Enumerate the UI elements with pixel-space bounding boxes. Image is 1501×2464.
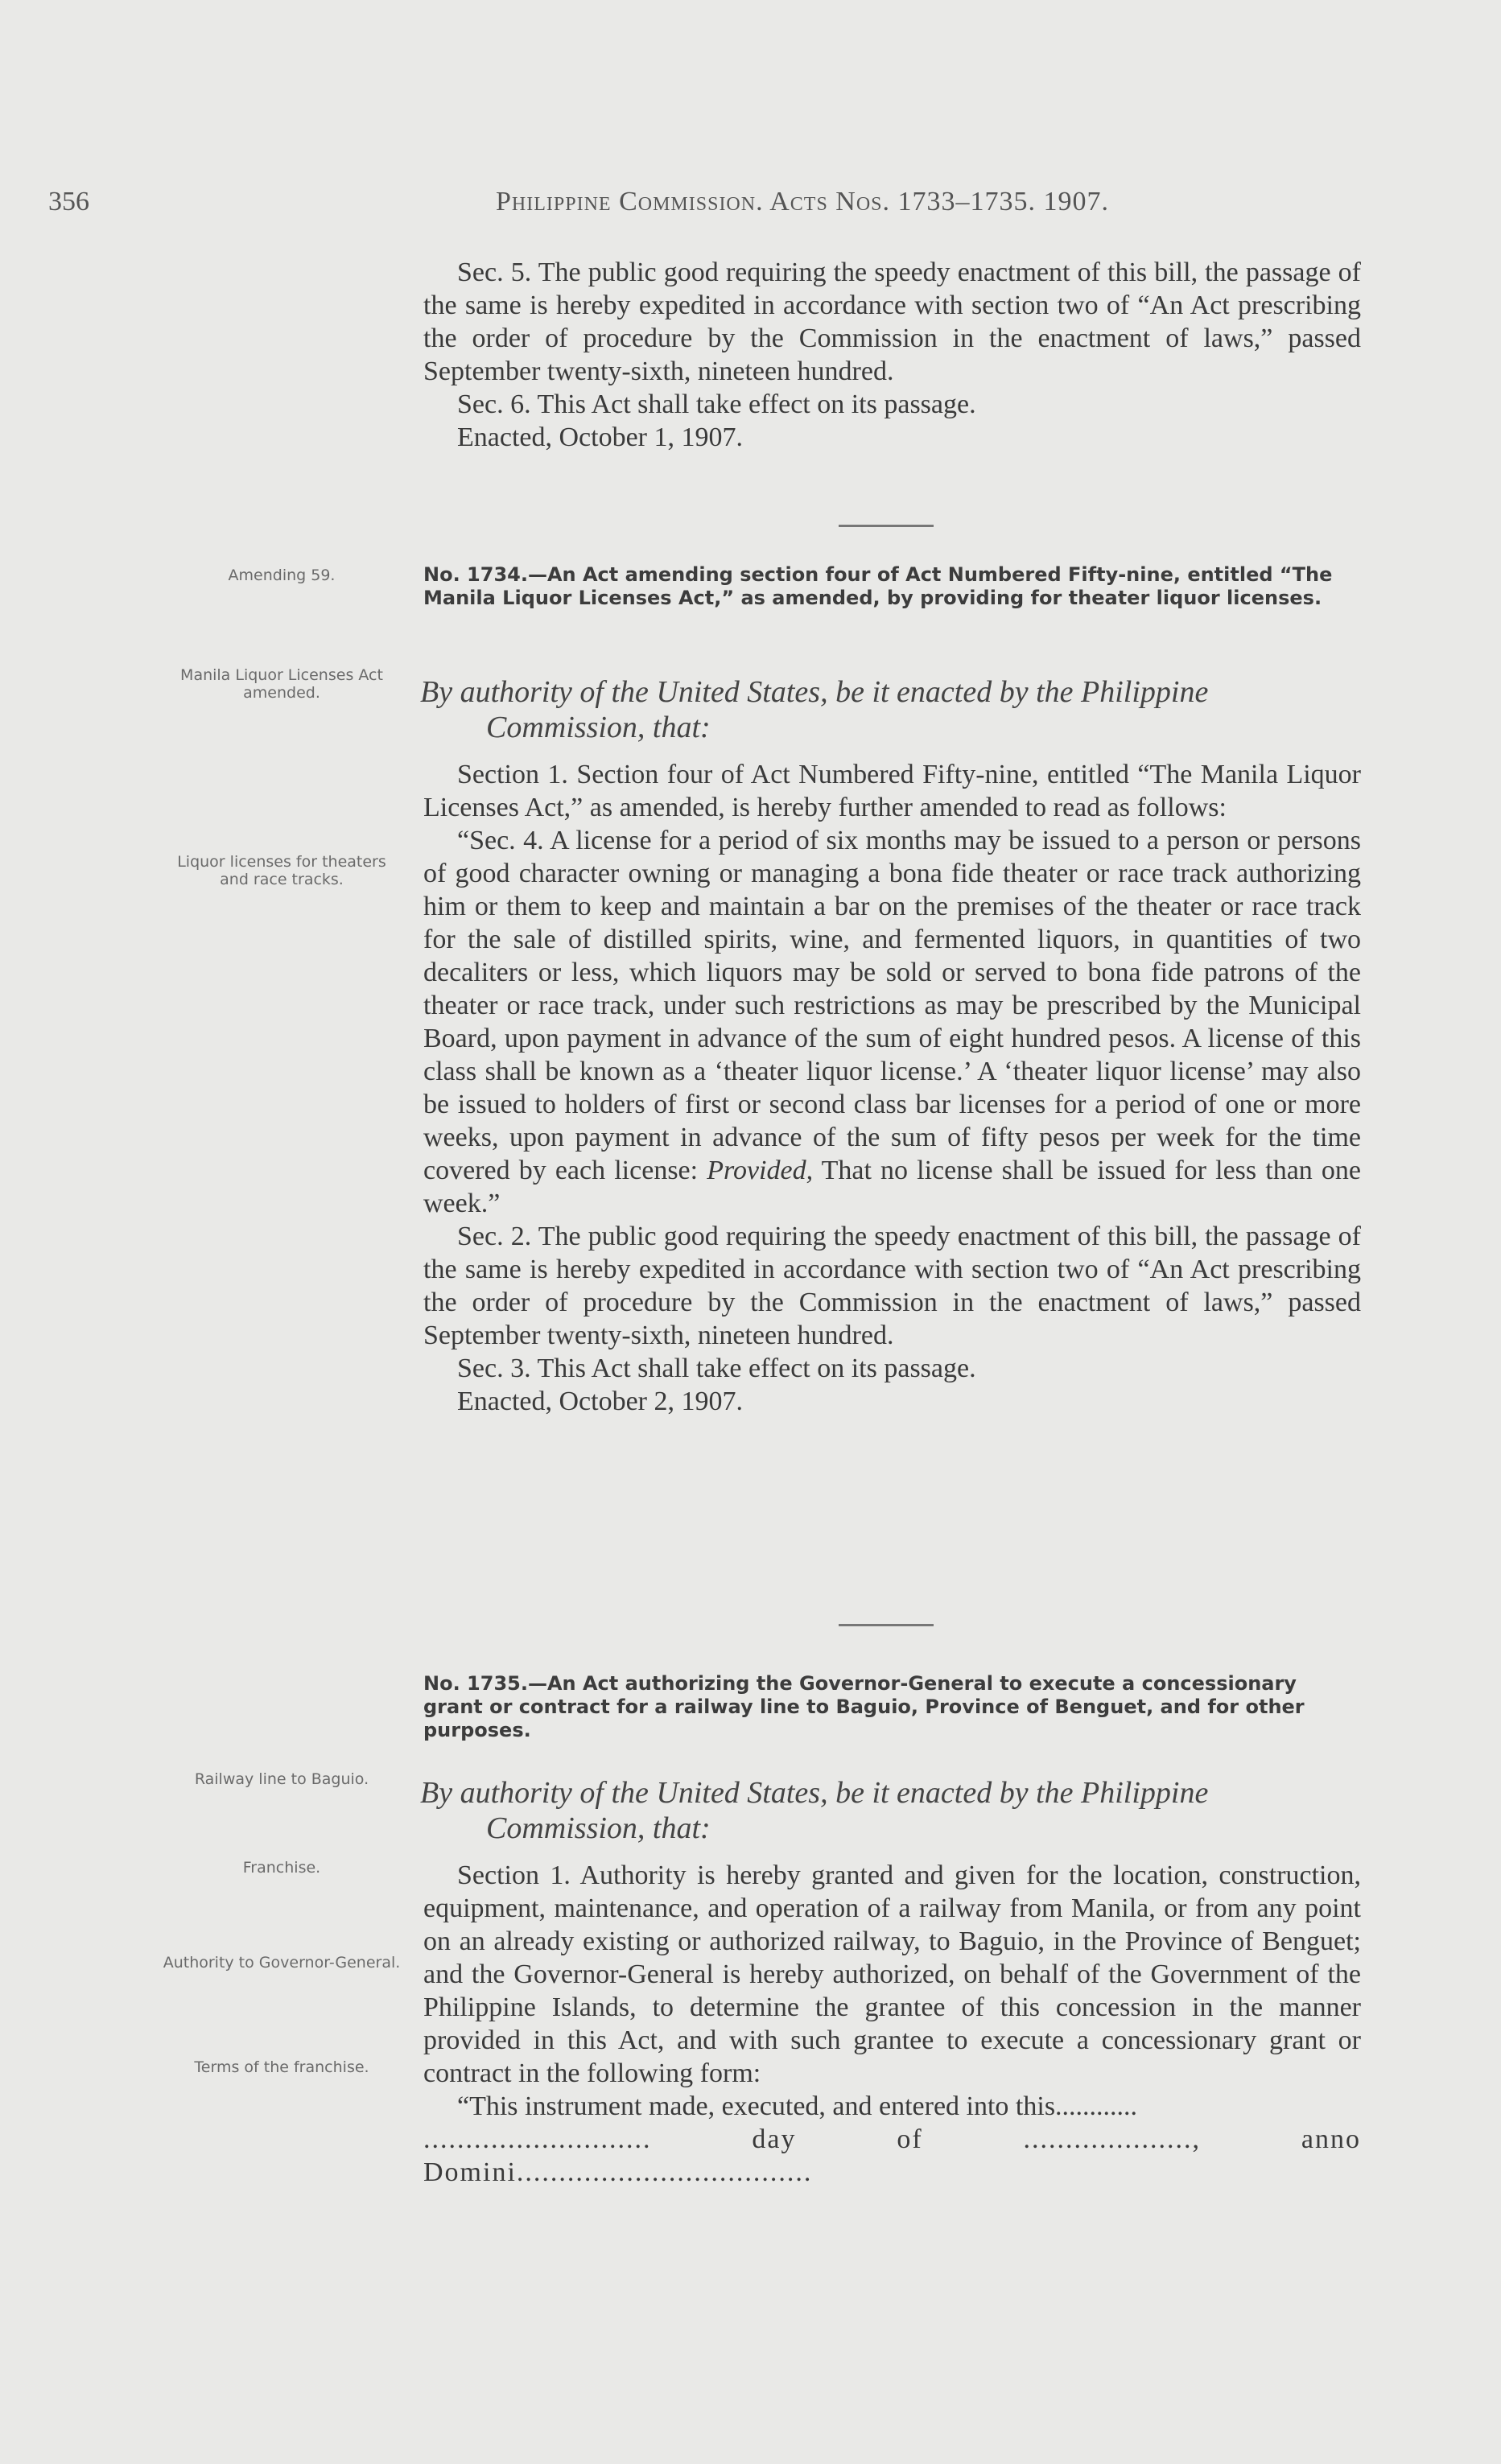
act-1735-section1: Section 1. Authority is hereby granted and given for the location, construction, equipment, maintenance, and operation of a railway from Manila, or from any point on an already existing or authorized railway, to Baguio, in the Province of Benguet; and the Governor-General is hereby authorized, on behalf of the Government of the Philippine Islands, to determine the grantee of this concession in the manner provided in this Act, and with such grantee to execute a concessionary grant or contract in the following form:	[423, 1860, 1361, 2088]
margin-note-franchise: Franchise.	[242, 1859, 321, 1877]
act-1733-sec5: Sec. 5. The public good requiring the speedy enactment of this bill, the passage of the same is hereby expedited in accordance with section two of “An Act prescribing the order of procedure by the Commission in the enactment of laws,” passed September twenty-sixth, nineteen hundred.	[423, 258, 1361, 386]
act-1734-title: —An Act amending section four of Act Numbered Fifty-nine, entitled “The Manila Liquor Licenses Act,” as amended, by providing for theater liquor licenses.	[423, 563, 1333, 609]
act-1733-enacted: Enacted, October 1, 1907.	[457, 422, 743, 452]
act-1734-number: No. 1734.	[423, 563, 528, 586]
act-1735-form-line-2: ........................... day of ...................., anno Domini...................................	[423, 2124, 1361, 2187]
act-1735-title: —An Act authorizing the Governor-General to execute a concessionary grant or contract for a railway line to Baguio, Province of Benguet, and for other purposes.	[423, 1672, 1305, 1741]
act-1735-enacting-line-1: By authority of the United States, be it enacted by the Philippine	[420, 1776, 1209, 1810]
section-divider	[839, 1624, 934, 1626]
margin-note-terms: Terms of the franchise.	[194, 2058, 369, 2076]
act-1734-proviso-word: Provided,	[707, 1156, 814, 1185]
page-number: 356	[48, 187, 89, 216]
margin-note-manila: Manila Liquor Licenses Act amended.	[180, 666, 383, 702]
act-1734-sec2: Sec. 2. The public good requiring the speedy enactment of this bill, the passage of the same is hereby expedited in accordance with section two of “An Act prescribing the order of procedure by the Commission in the enactment of laws,” passed September twenty-sixth, nineteen hundred.	[423, 1222, 1361, 1350]
act-1735-body	[423, 1859, 1361, 2189]
act-1735-enacting-line-2: Commission, that:	[486, 1811, 711, 1845]
margin-note-authority: Authority to Governor-General.	[163, 1954, 401, 1972]
act-1735-form-line-1: “This instrument made, executed, and entered into this............	[457, 2091, 1138, 2121]
act-1734-proviso: That no license shall be issued for less than one week.”	[423, 1156, 1362, 1218]
act-1735-number: No. 1735.	[423, 1672, 528, 1695]
act-1734-enacting-line-2: Commission, that:	[486, 711, 711, 744]
act-1733-sec6: Sec. 6. This Act shall take effect on its passage.	[457, 389, 976, 419]
act-1734-enacting-clause	[420, 674, 1362, 745]
act-1734-sec4	[423, 824, 1361, 1220]
act-1734-section1: Section 1. Section four of Act Numbered Fifty-nine, entitled “The Manila Liquor Licenses Act,” as amended, is hereby further amended to read as follows:	[423, 760, 1361, 822]
section-divider	[839, 525, 934, 527]
act-1734-heading	[423, 563, 1361, 610]
act-1734-sec3: Sec. 3. This Act shall take effect on its passage.	[457, 1354, 976, 1383]
act-1733-end	[423, 256, 1361, 454]
running-title: Philippine Commission. Acts Nos. 1733–1735. 1907.	[496, 187, 1110, 216]
act-1734-sec4-text: “Sec. 4. A license for a period of six months may be issued to a person or persons of good character owning or managing a bona fide theater or race track authorizing him or them to keep and maintain a bar on the premises of the theater or race track for the sale of distilled spirits, wine, and fermented liquors, in quantities of two decaliters or less, which liquors may be sold or served to bona fide patrons of the theater or race track, under such restrictions as may be prescribed by the Municipal Board, upon payment in advance of the sum of eight hundred pesos. A license of this class shall be known as a ‘theater liquor license.’ A ‘theater liquor license’ may also be issued to holders of first or second class bar licenses for a period of one or more weeks, upon payment in advance of the sum of fifty pesos per week for the time covered by each license:	[423, 826, 1361, 1185]
margin-note-railway: Railway line to Baguio.	[194, 1770, 369, 1788]
act-1734-enacting-line-1: By authority of the United States, be it enacted by the Philippine	[420, 675, 1209, 709]
margin-note-amending: Amending 59.	[228, 567, 336, 584]
act-1735-heading	[423, 1672, 1361, 1742]
margin-note-liquor: Liquor licenses for theaters and race tracks.	[177, 853, 386, 888]
act-1735-enacting-clause	[420, 1775, 1362, 1846]
act-1734-enacted: Enacted, October 2, 1907.	[457, 1387, 743, 1416]
act-1734-body	[423, 758, 1361, 1418]
